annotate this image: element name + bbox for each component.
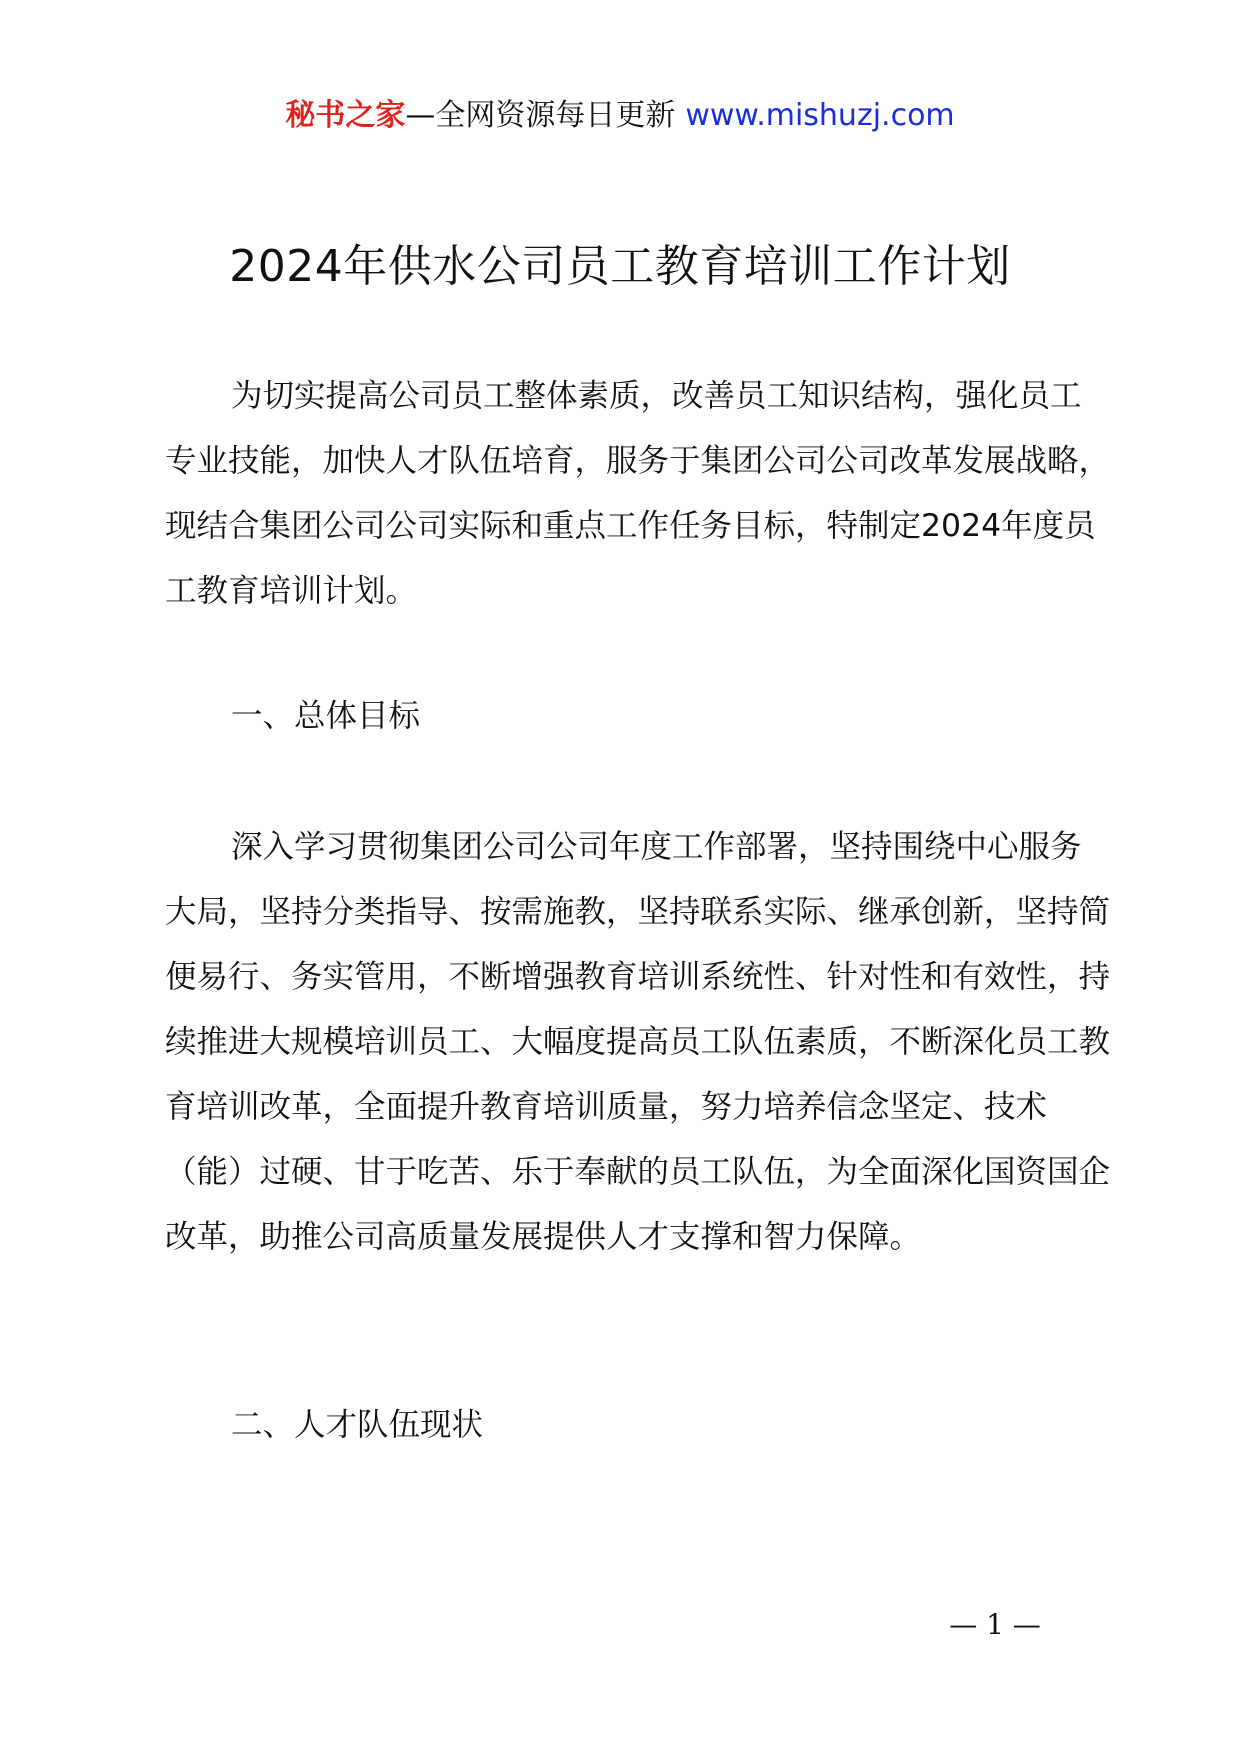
page-number: — 1 — xyxy=(949,1608,1041,1641)
section-heading-overall-goal: 一、总体目标 xyxy=(231,698,421,734)
goal-paragraph: 深入学习贯彻集团公司公司年度工作部署，坚持围绕中心服务大局，坚持分类指导、按需施教，坚持联系实际、继承创新，坚持简便易行、务实管用，不断增强教育培训系统性、针对性和有效性，持续推进大规模培训员工、大幅度提高员工队伍素质，不断深化员工教育培训改革，全面提升教育培训质量，努力培养信念坚定、技术（能）过硬、甘于吃苦、乐于奉献的员工队伍，为全面深化国资国企改革，助推公司高质量发展提供人才支撑和智力保障。 xyxy=(165,829,1111,1255)
site-link[interactable]: www.mishuzj.com xyxy=(685,98,955,133)
intro-paragraph: 为切实提高公司员工整体素质，改善员工知识结构，强化员工专业技能，加快人才队伍培育，服务于集团公司公司改革发展战略，现结合集团公司公司实际和重点工作任务目标，特制定2024年度员工教育培训计划。 xyxy=(165,378,1111,609)
section-heading-talent-status: 二、人才队伍现状 xyxy=(231,1407,484,1443)
document-title: 2024年供水公司员工教育培训工作计划 xyxy=(229,241,1011,292)
header-tagline: —全网资源每日更新 xyxy=(405,98,676,133)
watermark-header xyxy=(0,96,1240,136)
brand-name: 秘书之家 xyxy=(285,98,406,133)
